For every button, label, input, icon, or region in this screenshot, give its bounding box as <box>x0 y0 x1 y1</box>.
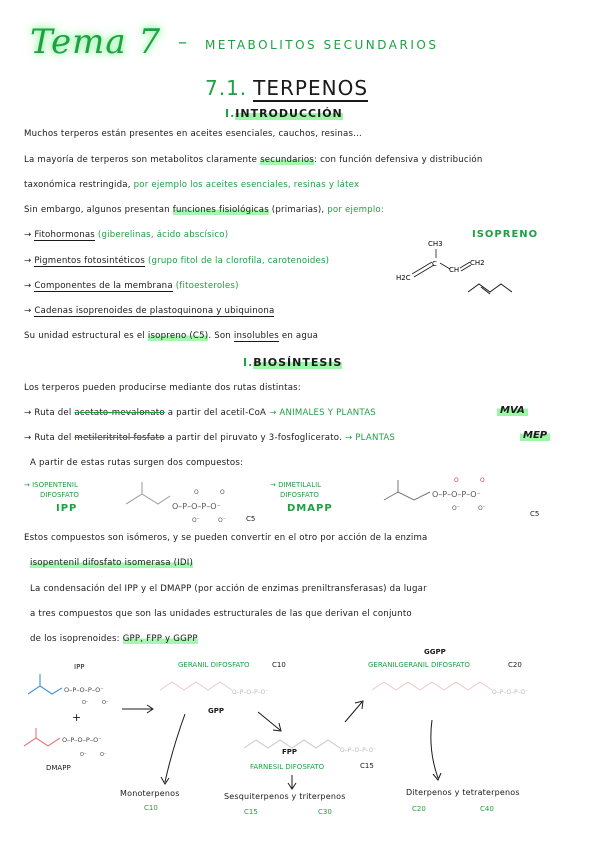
dmapp-c5: C5 <box>530 510 540 518</box>
ruta1-c: a partir del acetil-CoA <box>164 408 270 418</box>
tema-subtitle: METABOLITOS SECUNDARIOS <box>205 38 439 52</box>
intro-line-5 <box>24 331 318 341</box>
bullet-3a: Componentes de la membrana <box>34 281 173 291</box>
bio-line-1: Los terperos pueden producirse mediante dos rutas distintas: <box>24 383 301 393</box>
bond <box>460 262 470 268</box>
phosphate-o: O <box>480 477 485 484</box>
dmapp-structure <box>380 474 525 524</box>
idi-enzyme: isopentenil difosfato isomerasa (IDI) <box>30 558 194 568</box>
intro-line-2a: La mayoría de terperos son metabolitos claramente <box>24 155 261 165</box>
intro-line-2c: : con función defensiva y distribución <box>314 155 483 165</box>
bio-ruta-1 <box>24 408 376 418</box>
ipp-chain <box>142 494 170 504</box>
intro-line-2 <box>24 155 483 165</box>
bio-line-2: A partir de estas rutas surgen dos compuestos: <box>30 458 244 468</box>
di-c20: C20 <box>412 805 426 813</box>
intro-heading-text: INTRODUCCIÓN <box>235 107 343 120</box>
intro-line-5c: . Son <box>208 331 234 341</box>
dmapp-long-2: DIFOSFATO <box>280 491 319 499</box>
ruta1-a: → Ruta del <box>24 408 75 418</box>
ch2-label: CH2 <box>470 259 485 267</box>
ruta1-d: → ANIMALES Y PLANTAS <box>269 408 376 418</box>
intro-line-4a: Sin embargo, algunos presentan <box>24 205 173 215</box>
phosphate-o: O⁻ <box>100 752 107 758</box>
bio-heading <box>243 356 342 369</box>
isoprenoid-units: GPP, FPP y GGPP <box>122 634 198 644</box>
ggpp-skeleton <box>372 682 492 690</box>
bio-line-7a: de los isoprenoides: <box>30 634 123 644</box>
h2c-label: H2C <box>396 274 411 282</box>
fpp-skeleton <box>244 740 340 748</box>
ggpp-name: GERANILGERANIL DIFOSFATO <box>368 661 470 669</box>
ggpp-c20: C20 <box>508 661 522 669</box>
phosphate-o: O⁻ <box>218 517 226 524</box>
title-dash: – <box>178 32 187 53</box>
c-label: C <box>432 260 437 268</box>
scheme-dmapp: DMAPP <box>46 764 71 772</box>
fpp-abbr: FPP <box>282 748 298 756</box>
ruta2-d: → PLANTAS <box>344 433 396 443</box>
gpp-c10: C10 <box>272 661 286 669</box>
ipp-structure <box>122 478 257 528</box>
bullet-2b: (grupo fitol de la clorofila, carotenoides) <box>145 256 330 266</box>
dmapp-phosphates: O–P–O–P–O⁻ <box>62 736 102 744</box>
bio-line-6: a tres compuestos que son las unidades estructurales de las que derivan el conjunto <box>30 609 412 619</box>
bio-line-4 <box>30 558 193 568</box>
bullet-cadenas <box>24 306 274 316</box>
fpp-name: FARNESIL DIFOSFATO <box>250 763 325 771</box>
phosphate-o: O <box>220 489 225 496</box>
dmapp-phosphates: O–P–O–P–O⁻ <box>432 490 481 499</box>
diterpenos: Diterpenos y tetraterpenos <box>406 788 520 797</box>
scheme-plus: + <box>72 711 82 724</box>
phosphate-o: O⁻ <box>82 700 89 706</box>
intro-line-3b: por ejemplo los aceites esenciales, resinas y látex <box>133 180 360 190</box>
monoterpenos: Monoterpenos <box>120 789 180 798</box>
gpp-skeleton <box>160 682 232 690</box>
bio-line-7 <box>30 634 198 644</box>
section-number: 7.1. <box>205 76 248 100</box>
gpp-phosphate: O–P–O–P–O⁻ <box>232 689 269 696</box>
ipp-long-2: DIFOSFATO <box>40 491 79 499</box>
intro-line-5e: en agua <box>278 331 319 341</box>
intro-isopreno: isopreno (C5) <box>147 331 209 341</box>
intro-line-3a: taxonómica restringida, <box>24 180 134 190</box>
tema-title: Tema 7 <box>30 22 162 62</box>
section-title <box>205 76 368 100</box>
intro-heading <box>225 107 343 120</box>
bullet-arrow: → <box>24 230 32 240</box>
phosphate-o: O⁻ <box>478 505 486 512</box>
bullet-1b: (giberelinas, ácido abscísico) <box>94 230 229 240</box>
arrow-to-di <box>431 720 438 778</box>
ipp-chain <box>126 482 142 504</box>
phosphate-o: O⁻ <box>102 700 109 706</box>
ruta2-a: → Ruta del <box>24 433 75 443</box>
ipp-phosphates: O–P–O–P–O⁻ <box>64 686 104 694</box>
ch-label: CH <box>449 266 460 274</box>
intro-funciones: funciones fisiológicas <box>172 205 269 215</box>
sesq-c30: C30 <box>318 808 332 816</box>
phosphate-o: O⁻ <box>80 752 87 758</box>
bio-line-5: La condensación del IPP y el DMAPP (por acción de enzimas preniltransferasas) da lugar <box>30 584 427 594</box>
bullet-arrow: → <box>24 256 32 266</box>
section-name: TERPENOS <box>253 76 369 100</box>
ruta2-b: metileritritol fosfato <box>74 433 165 443</box>
fpp-phosphate: O–P–O–P–O⁻ <box>340 747 377 754</box>
arrow-to-mono <box>165 714 185 782</box>
ruta1-b: acetato-mevalonato <box>74 408 165 418</box>
ch3-label: CH3 <box>428 240 443 248</box>
isopreno-skeletal <box>468 284 512 292</box>
dmapp-abbr: DMAPP <box>287 503 333 514</box>
di-c40: C40 <box>480 805 494 813</box>
ipp-abbr: IPP <box>56 503 78 514</box>
mep-tag: MEP <box>520 430 550 441</box>
arrow-to-fpp <box>258 712 280 730</box>
intro-line-5a: Su unidad estructural es el <box>24 331 148 341</box>
intro-heading-number: I. <box>225 107 236 120</box>
bio-line-3: Estos compuestos son isómeros, y se pueden convertir en el otro por acción de la enzima <box>24 533 428 543</box>
mva-tag: MVA <box>497 405 528 416</box>
bullet-membrana <box>24 281 239 291</box>
phosphate-o: O⁻ <box>452 505 460 512</box>
ipp-long-1: → ISOPENTENIL <box>24 481 78 489</box>
fpp-c15: C15 <box>360 762 374 770</box>
isopreno-structure <box>392 236 512 306</box>
arrow-to-ggpp <box>345 702 362 722</box>
bullet-2a: Pigmentos fotosintéticos <box>34 256 146 266</box>
bio-ruta-2 <box>24 433 395 443</box>
intro-insolubles: insolubles <box>233 331 279 341</box>
dmapp-long-1: → DIMETILALIL <box>270 481 322 489</box>
ggpp-abbr: GGPP <box>424 648 446 656</box>
sesq-c15: C15 <box>244 808 258 816</box>
dmapp-chain <box>398 492 430 500</box>
gpp-abbr: GPP <box>208 707 225 715</box>
intro-secundarios: secundarios <box>260 155 315 165</box>
gpp-name: GERANIL DIFOSFATO <box>178 661 250 669</box>
ipp-phosphates: O–P–O–P–O⁻ <box>172 502 221 511</box>
intro-line-3 <box>24 180 359 190</box>
phosphate-o: O <box>454 477 459 484</box>
ruta2-c: a partir del piruvato y 3-fosfoglicerato. <box>164 433 345 443</box>
bullet-3b: (fitoesteroles) <box>172 281 239 291</box>
phosphate-o: O <box>194 489 199 496</box>
scheme-arrows <box>0 650 599 848</box>
intro-line-4d: por ejemplo: <box>327 205 384 215</box>
bullet-1a: Fitohormonas <box>34 230 95 240</box>
sesquiterpenos: Sesquiterpenos y triterpenos <box>224 792 346 801</box>
bio-heading-text: BIOSÍNTESIS <box>253 356 343 369</box>
intro-line-1: Muchos terperos están presentes en aceites esenciales, cauchos, resinas... <box>24 129 362 139</box>
bullet-fitohormonas <box>24 230 228 240</box>
bullet-4a: Cadenas isoprenoides de plastoquinona y ubiquinona <box>34 306 275 316</box>
bullet-arrow: → <box>24 306 32 316</box>
isopreno-label: ISOPRENO <box>472 229 539 240</box>
ipp-c5: C5 <box>246 515 256 523</box>
intro-line-4 <box>24 205 384 215</box>
scheme-ipp: IPP <box>74 663 85 671</box>
phosphate-o: O⁻ <box>192 517 200 524</box>
dmapp-chain <box>384 480 398 500</box>
bullet-pigmentos <box>24 256 329 266</box>
ggpp-phosphate: O–P–O–P–O⁻ <box>492 689 529 696</box>
bullet-arrow: → <box>24 281 32 291</box>
bio-heading-number: I. <box>243 356 254 369</box>
intro-line-4c: (primarias), <box>268 205 328 215</box>
mono-c10: C10 <box>144 804 158 812</box>
